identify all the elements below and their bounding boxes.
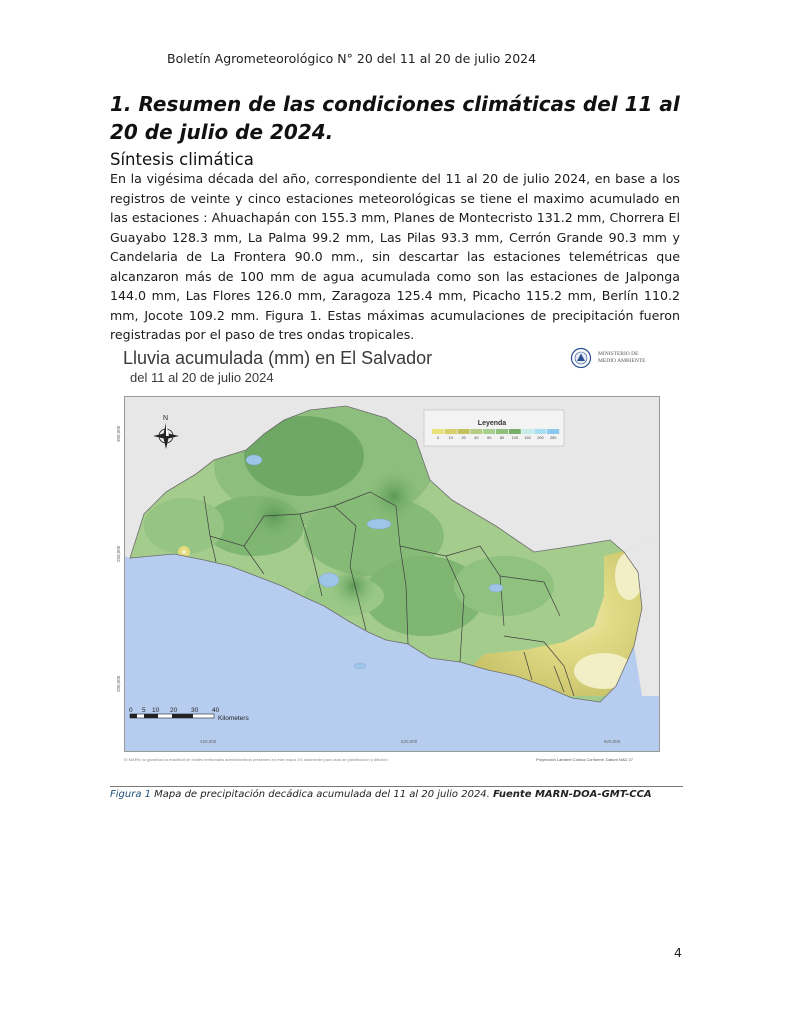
- x-tick-label: 520,000: [401, 739, 418, 744]
- y-tick-label: 200,000: [116, 675, 121, 692]
- ministry-line-1: MINISTERIO DE: [598, 351, 639, 357]
- section-title: 1. Resumen de las condiciones climáticas del 11 al 20 de julio de 2024.: [110, 92, 680, 144]
- caption-divider: [110, 786, 683, 787]
- legend-value: 0: [436, 436, 440, 440]
- legend-swatch: [534, 429, 546, 434]
- ministry-line-2: MEDIO AMBIENTE: [598, 358, 646, 364]
- map-subtitle: del 11 al 20 de julio 2024: [130, 370, 274, 385]
- legend-value: 40: [474, 436, 479, 440]
- scale-label: 0: [129, 707, 133, 714]
- ministry-name: [598, 351, 646, 365]
- legend-value: 20: [461, 436, 466, 440]
- scale-label: 10: [152, 707, 160, 714]
- scale-label: 40: [212, 707, 220, 714]
- ministry-logo: [570, 347, 660, 375]
- figure-caption: [110, 789, 652, 800]
- legend-value: 200: [537, 436, 544, 440]
- legend-swatch: [432, 429, 444, 434]
- legend-swatch: [483, 429, 495, 434]
- body-paragraph: En la vigésima década del año, correspondiente del 11 al 20 de julio 2024, en base a los registros de veinte y cinco estaciones meteorológicas se tiene el maximo acumulado en las estaciones : Ahuachapán con 155.3 mm, Planes de Montecristo 131.2 mm, Chorrera El Guayabo 128.3 mm, La Palma 99.2 mm, Las Pilas 93.3 mm, Cerrón Grande 90.3 mm y Candelaria de La Frontera 90.0 mm., sin descartar las estaciones telemétricas que alcanzaron más de 100 mm de agua acumulada como son las estaciones de Jalponga 144.0 mm, Las Flores 126.0 mm, Zaragoza 125.4 mm, Picacho 115.2 mm, Berlín 110.2 mm, Jocote 109.2 mm. Figura 1. Estas máximas acumulaciones de precipitación fueron registradas por el paso de tres ondas tropicales.: [110, 171, 680, 342]
- legend-swatch: [496, 429, 508, 434]
- x-tick-label: 620,000: [604, 739, 621, 744]
- legend-value: 250: [550, 436, 557, 440]
- y-tick-label: 300,000: [116, 425, 121, 442]
- caption-label: Figura 1: [110, 789, 151, 800]
- section-subtitle: Síntesis climática: [110, 150, 254, 169]
- map-projection: Proyección Lambert Cónica Conforme, Datum NAD 27: [536, 757, 633, 762]
- scale-unit: Kilometers: [218, 715, 249, 722]
- caption-source: Fuente MARN-DOA-GMT-CCA: [493, 789, 652, 800]
- legend-value: 80: [499, 436, 505, 440]
- legend-title: Leyenda: [477, 420, 507, 427]
- legend-value: 60: [487, 436, 492, 440]
- legend-value: 10: [448, 436, 453, 440]
- y-tick-label: 250,000: [116, 545, 121, 562]
- legend-swatch: [547, 429, 559, 434]
- map-title: Lluvia acumulada (mm) en El Salvador: [123, 348, 433, 368]
- map-legend: [424, 410, 564, 446]
- running-header: Boletín Agrometeorológico N° 20 del 11 al 20 de julio 2024: [167, 51, 537, 66]
- legend-swatch: [522, 429, 534, 434]
- legend-swatch: [458, 429, 470, 434]
- north-label: N: [163, 415, 169, 422]
- legend-swatch: [445, 429, 457, 434]
- legend-swatch: [509, 429, 521, 434]
- scale-label: 5: [142, 707, 146, 714]
- caption-text: Mapa de precipitación decádica acumulada del 11 al 20 julio 2024.: [151, 789, 494, 800]
- scale-label: 30: [191, 707, 199, 714]
- precipitation-map: [116, 396, 660, 762]
- map-disclaimer: El MARN no garantiza la exactitud de límites territoriales administrativos presentes en este mapa. Es solamente para usos de planificación y difusión.: [124, 757, 389, 762]
- seal-icon: [570, 347, 592, 369]
- legend-value: 100: [511, 436, 518, 440]
- legend-swatch: [470, 429, 482, 434]
- scale-label: 20: [170, 707, 178, 714]
- x-tick-label: 420,000: [200, 739, 217, 744]
- page-number: 4: [674, 945, 682, 960]
- legend-value: 150: [524, 436, 531, 440]
